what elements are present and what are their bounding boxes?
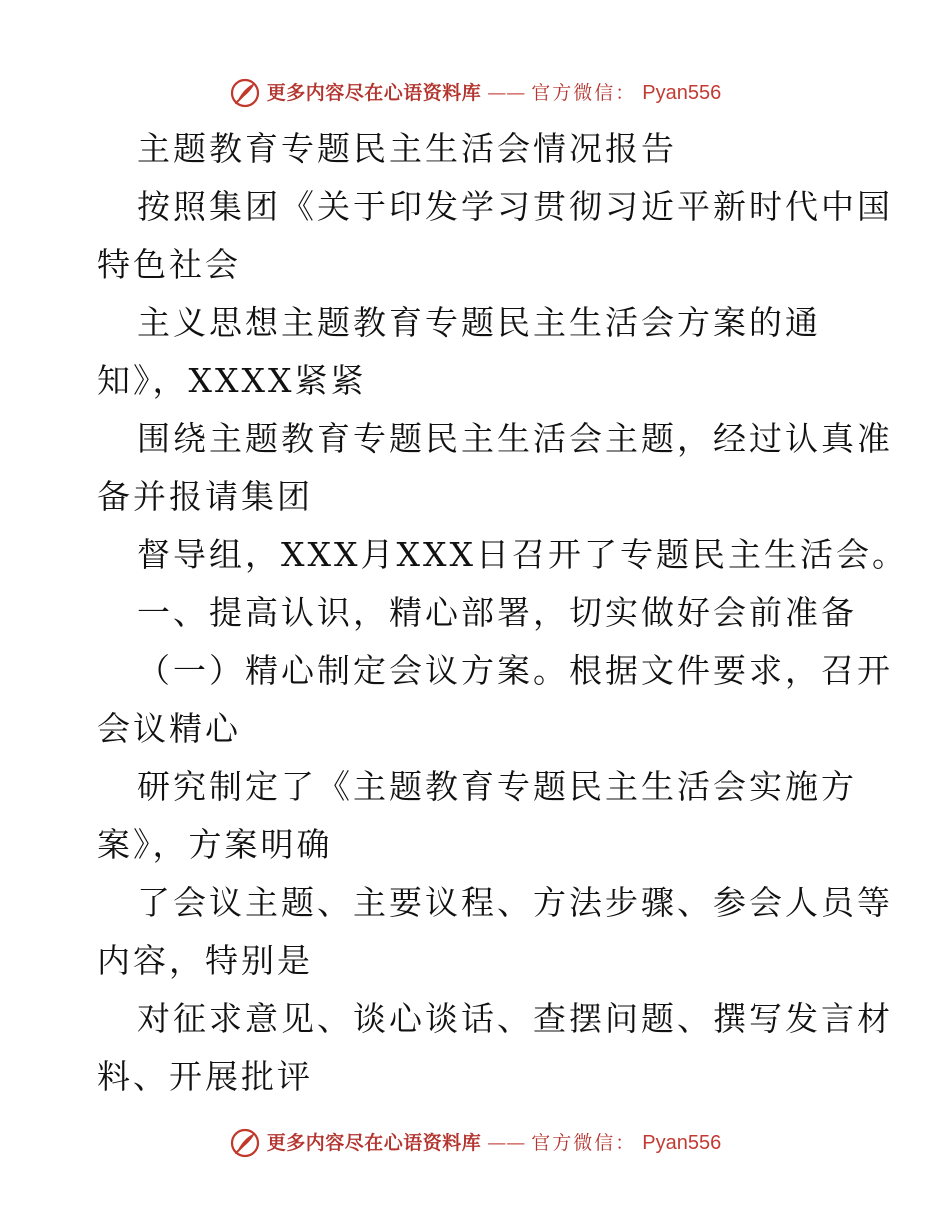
banner-separator: ——: [487, 1132, 526, 1154]
paragraph-line: 会议精心: [97, 709, 241, 748]
banner-official-label: 官方微信：: [531, 82, 637, 104]
banner-main-text: 更多内容尽在心语资料库: [266, 82, 482, 104]
feather-quill-logo-icon: [229, 77, 261, 109]
subsection-heading-line: （一）精心制定会议方案。根据文件要求，召开: [137, 651, 893, 690]
paragraph-line: 料、开展批评: [97, 1057, 313, 1096]
paragraph-line: 按照集团《关于印发学习贯彻习近平新时代中国: [137, 187, 893, 226]
paragraph-line: 围绕主题教育专题民主生活会主题，经过认真准: [137, 419, 893, 458]
paragraph-line: 备并报请集团: [97, 477, 313, 516]
paragraph-line: 特色社会: [97, 245, 241, 284]
paragraph-line: 知》，XXXX紧紧: [97, 361, 367, 400]
paragraph-line: 督导组，XXX月XXX日召开了专题民主生活会。: [137, 535, 908, 574]
paragraph-line: 内容，特别是: [97, 941, 313, 980]
paragraph-line: 研究制定了《主题教育专题民主生活会实施方: [137, 767, 857, 806]
banner-main-text: 更多内容尽在心语资料库: [266, 1132, 482, 1154]
paragraph-line: 了会议主题、主要议程、方法步骤、参会人员等: [137, 883, 893, 922]
document-body: [97, 120, 908, 1106]
banner-wechat-id: Pyan556: [642, 82, 722, 104]
banner-separator: ——: [487, 82, 526, 104]
footer-banner: [0, 1127, 950, 1159]
section-heading: 一、提高认识，精心部署，切实做好会前准备: [137, 593, 857, 632]
paragraph-line: 案》，方案明确: [97, 825, 333, 864]
banner-official-label: 官方微信：: [531, 1132, 637, 1154]
document-title: 主题教育专题民主生活会情况报告: [137, 129, 677, 168]
paragraph-line: 对征求意见、谈心谈话、查摆问题、撰写发言材: [137, 999, 893, 1038]
feather-quill-logo-icon: [229, 1127, 261, 1159]
banner-wechat-id: Pyan556: [642, 1132, 722, 1154]
header-banner: [0, 77, 950, 109]
paragraph-line: 主义思想主题教育专题民主生活会方案的通: [137, 303, 821, 342]
